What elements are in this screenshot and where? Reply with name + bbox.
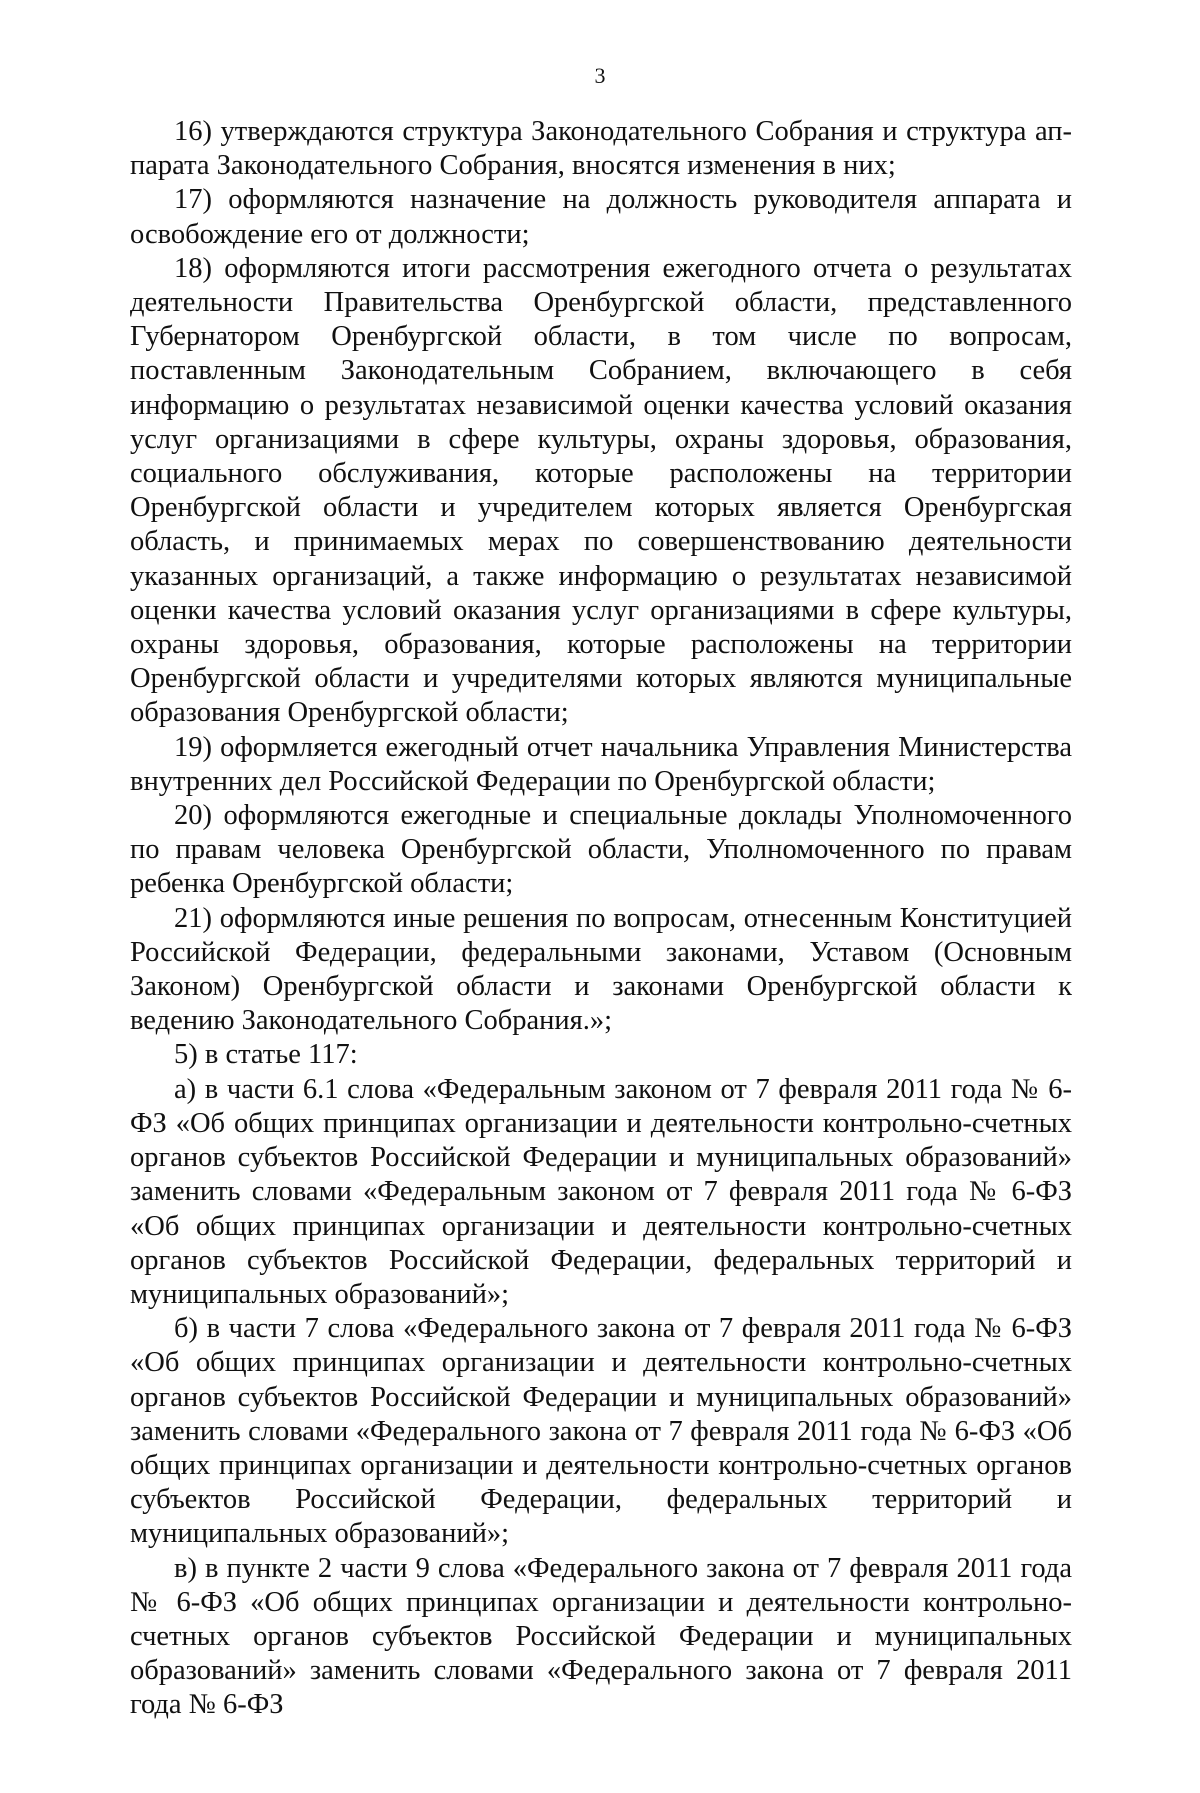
paragraph-item-18: 18) оформляются итоги рассмотрения ежегодного отчета о результатах деятельности Правительства Оренбургской области, представленного Губернатором Оренбургской области, в том числе по вопросам, поставленным Законодательным Собранием, включающего в себя информацию о результатах независимой оценки качества условий оказания услуг организациями в сфере культуры, охраны здоровья, образования, социального обслуживания, которые расположены на территории Оренбургской области и учредителем которых является Оренбургская область, и принимаемых мерах по совершенствованию деятельности указанных организаций, а также информацию о результатах независимой оценки качества условий оказания услуг организациями в сфере культуры, охраны здоровья, образования, которые расположены на территории Оренбургской области и учредителями которых являются муниципальные образования Оренбургской области; [130,252,1072,729]
paragraph-item-19: 19) оформляется ежегодный отчет начальника Управления Министерства внутренних дел Российской Федерации по Оренбургской области; [130,731,1072,797]
paragraph-item-16: 16) утверждаются структура Законодательного Собрания и структура аппарата Законодательного Собрания, вносятся изменения в них; [130,116,1072,182]
paragraph-subitem-b: б) в части 7 слова «Федерального закона от 7 февраля 2011 года № 6-ФЗ «Об общих принципах организации и деятельности контрольно-счетных органов субъектов Российской Федерации и муниципальных образований» заменить словами «Федерального закона от 7 февраля 2011 года № 6-ФЗ «Об общих принципах организации и деятельности контрольно-счетных органов субъектов Российской Федерации, федеральных территорий и муниципальных образований»; [130,1313,1072,1550]
paragraph-subitem-v: в) в пункте 2 части 9 слова «Федерального закона от 7 февраля 2011 года № 6-ФЗ «Об общих принципах организации и деятельности контрольно-счетных органов субъектов Российской Федерации и муниципальных образований» заменить словами «Федерального закона от 7 февраля 2011 года № 6-ФЗ [130,1552,1072,1721]
document-body [130,115,1072,1723]
paragraph-item-17: 17) оформляются назначение на должность руководителя аппарата и освобождение его от должности; [130,184,1072,250]
paragraph-subitem-a: а) в части 6.1 слова «Федеральным законом от 7 февраля 2011 года № 6-ФЗ «Об общих принципах организации и деятельности контрольно-счетных органов субъектов Российской Федерации и муниципальных образований» заменить словами «Федеральным законом от 7 февраля 2011 года № 6-ФЗ «Об общих принципах организации и деятельности контрольно-счетных органов субъектов Российской Федерации, федеральных территорий и муниципальных образований»; [130,1073,1072,1310]
paragraph-item-20: 20) оформляются ежегодные и специальные доклады Уполномоченного по правам человека Оренбургской области, Уполномоченного по правам ребенка Оренбургской области; [130,800,1072,900]
paragraph-article-117: 5) в статье 117: [174,1039,358,1071]
page-number: 3 [594,63,606,88]
paragraph-item-21: 21) оформляются иные решения по вопросам, отнесенным Конституцией Российской Федерации, федеральными законами, Уставом (Основным Законом) Оренбургской области и законами Оренбургской области к ведению Законодательного Собрания.»; [130,902,1072,1037]
